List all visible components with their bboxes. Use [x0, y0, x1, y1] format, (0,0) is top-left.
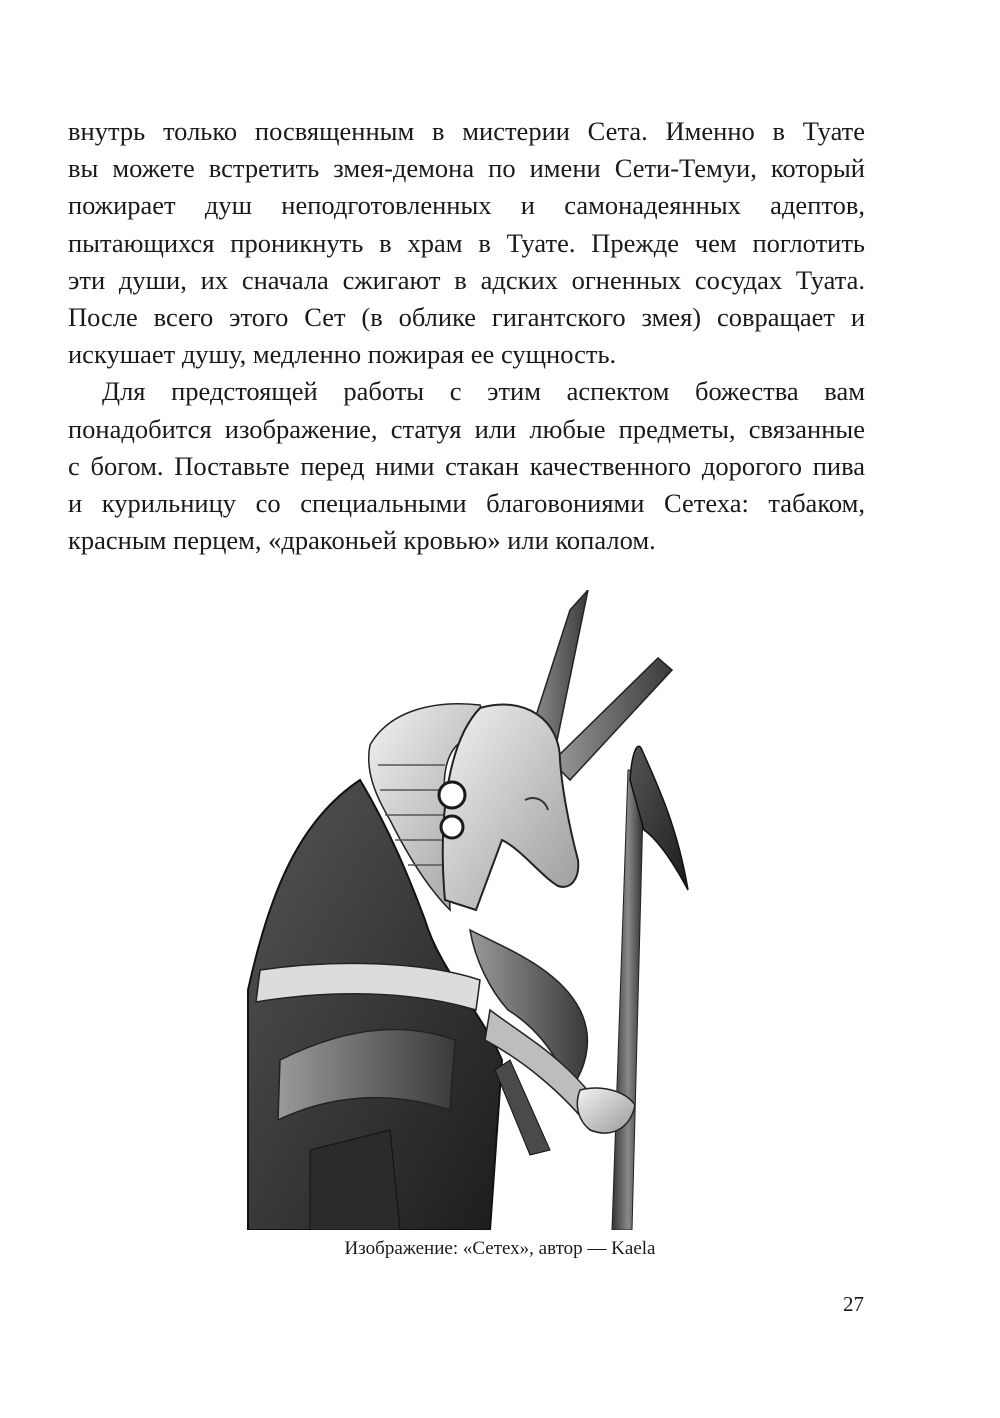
text-line: понадобится изображение, статуя или любые предметы, связанные	[68, 413, 865, 444]
page-number: 27	[843, 1292, 864, 1316]
text-line: После всего этого Сет (в облике гигантского змея) совращает и	[68, 301, 865, 332]
figure-caption: Изображение: «Сетех», автор — Kaela	[344, 1238, 656, 1259]
body-text	[68, 113, 865, 559]
text-line: красным перцем, «драконьей кровью» или копалом.	[68, 525, 656, 556]
setekh-illustration	[240, 590, 740, 1230]
text-line: пытающихся проникнуть в храм в Туате. Прежде чем поглотить	[68, 227, 865, 258]
text-line: Для предстоящей работы с этим аспектом божества вам	[102, 376, 865, 407]
text-line: внутрь только посвященным в мистерии Сета. Именно в Туате	[68, 116, 865, 146]
text-line: вы можете встретить змея-демона по имени Сети-Темуи, который	[68, 153, 865, 184]
text-line: пожирает душ неподготовленных и самонадеянных адептов,	[68, 190, 865, 221]
text-line: искушает душу, медленно пожирая ее сущность.	[68, 339, 617, 370]
text-line: и курильницу со специальными благовониями Сетеха: табаком,	[68, 487, 865, 518]
text-line: эти души, их сначала сжигают в адских огненных сосудах Туата.	[68, 264, 865, 295]
text-line: с богом. Поставьте перед ними стакан качественного дорогого пива	[68, 450, 865, 481]
